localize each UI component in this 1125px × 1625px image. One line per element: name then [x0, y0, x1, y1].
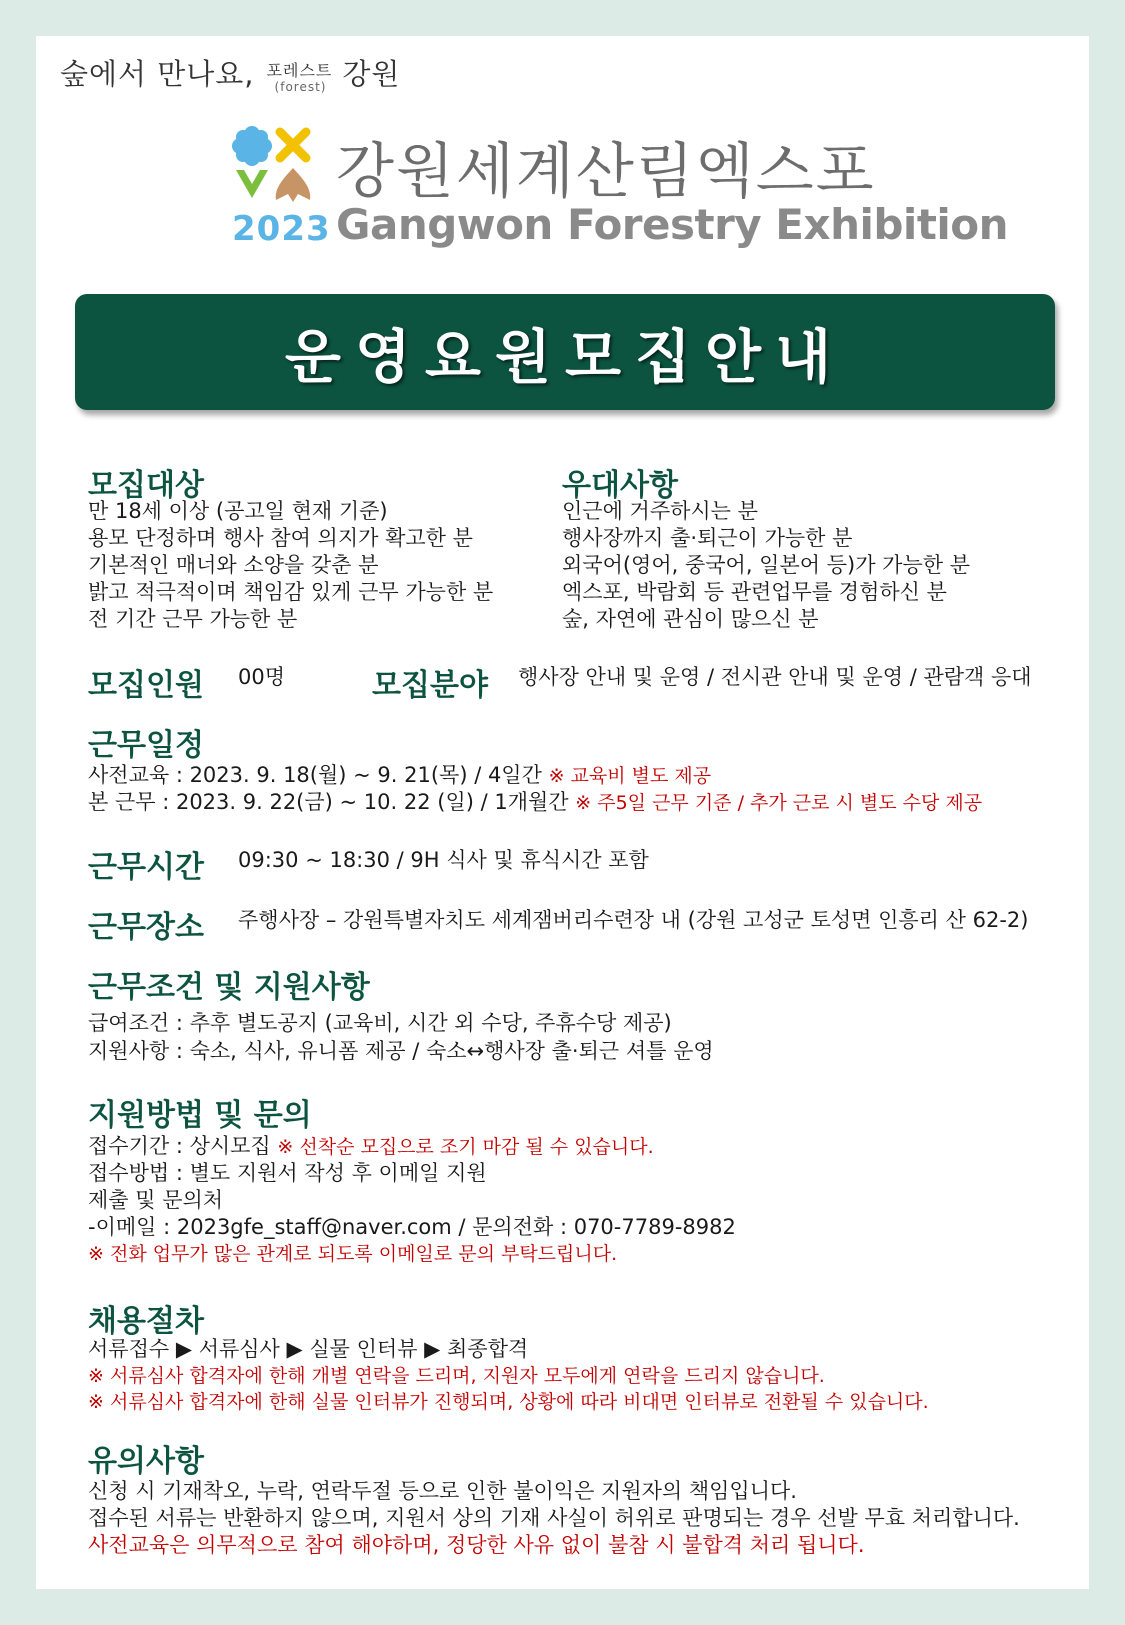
notice-line-1: 신청 시 기재착오, 누락, 연락두절 등으로 인한 불이익은 지원자의 책임입니다. [88, 1479, 797, 1503]
apply-method: 접수방법 : 별도 지원서 작성 후 이메일 지원 [88, 1161, 487, 1185]
schedule-heading: 근무일정 [88, 728, 204, 763]
x-mark-icon [280, 132, 306, 158]
hours-value: 09:30 ~ 18:30 / 9H 식사 및 휴식시간 포함 [238, 848, 649, 872]
hours-heading: 근무시간 [88, 850, 204, 885]
list-item: 전 기간 근무 가능한 분 [88, 607, 298, 631]
headcount-value: 00명 [238, 665, 286, 689]
list-item: 인근에 거주하시는 분 [562, 499, 758, 523]
process-note-1: ※ 서류심사 합격자에 한해 개별 연락을 드리며, 지원자 모두에게 연락을 드리지 않습니다. [88, 1365, 825, 1387]
target-list [88, 498, 493, 633]
process-step: 서류심사 [198, 1337, 280, 1361]
recruitment-banner [75, 294, 1055, 410]
process-step: 실물 인터뷰 [309, 1337, 418, 1361]
arrow-right-icon: ▶ [175, 1337, 192, 1361]
notice-heading: 유의사항 [88, 1444, 204, 1479]
expo-logo [232, 126, 331, 249]
tree-icon [276, 168, 311, 202]
notice-line-3: 사전교육은 의무적으로 참여 해야하며, 정당한 사유 없이 불참 시 불합격 처리 됩니다. [88, 1533, 865, 1557]
tagline-forest: 포레스트 (forest) [266, 61, 333, 94]
tagline-text: 숲에서 만나요, [60, 57, 255, 91]
location-heading: 근무장소 [88, 910, 204, 945]
apply-contact-label: 제출 및 문의처 [88, 1188, 224, 1212]
conditions-pay: 급여조건 : 추후 별도공지 (교육비, 시간 외 수당, 주휴수당 제공) [88, 1011, 672, 1035]
tagline-region: 강원 [342, 57, 401, 91]
process-steps [88, 1336, 528, 1363]
schedule-main-note: ※ 주5일 근무 기준 / 추가 근로 시 별도 수당 제공 [575, 792, 983, 814]
leaf-v-icon [236, 170, 268, 198]
arrow-right-icon: ▶ [424, 1337, 441, 1361]
schedule-training-note: ※ 교육비 별도 제공 [548, 765, 712, 787]
process-heading: 채용절차 [88, 1304, 204, 1339]
apply-contact-info: -이메일 : 2023gfe_staff@naver.com / 문의전화 : 070-7789-8982 [88, 1215, 736, 1239]
process-note-2: ※ 서류심사 합격자에 한해 실물 인터뷰가 진행되며, 상황에 따라 비대면 인터뷰로 전환될 수 있습니다. [88, 1391, 929, 1413]
schedule-training: 사전교육 : 2023. 9. 18(월) ~ 9. 21(목) / 4일간 [88, 763, 542, 787]
schedule-main: 본 근무 : 2023. 9. 22(금) ~ 10. 22 (일) / 1개월간 [88, 790, 569, 814]
conditions-heading: 근무조건 및 지원사항 [88, 970, 370, 1005]
field-value: 행사장 안내 및 운영 / 전시관 안내 및 운영 / 관람객 응대 [518, 665, 1032, 689]
apply-note: ※ 전화 업무가 많은 관계로 되도록 이메일로 문의 부탁드립니다. [88, 1243, 618, 1265]
list-item: 엑스포, 박람회 등 관련업무를 경험하신 분 [562, 580, 947, 604]
apply-period-text: 접수기간 : 상시모집 [88, 1134, 271, 1158]
apply-heading: 지원방법 및 문의 [88, 1098, 312, 1133]
arrow-right-icon: ▶ [286, 1337, 303, 1361]
tagline-forest-en: (forest) [274, 80, 327, 94]
expo-title-korean: 강원세계산림엑스포 [336, 137, 876, 207]
preference-heading: 우대사항 [562, 468, 678, 503]
schedule-line-1 [88, 762, 711, 790]
expo-title-english: Gangwon Forestry Exhibition [336, 200, 1009, 249]
list-item: 만 18세 이상 (공고일 현재 기준) [88, 499, 388, 523]
list-item: 외국어(영어, 중국어, 일본어 등)가 가능한 분 [562, 553, 970, 577]
schedule-line-2 [88, 789, 982, 817]
list-item: 밝고 적극적이며 책임감 있게 근무 가능한 분 [88, 580, 494, 604]
headcount-heading: 모집인원 [88, 668, 204, 703]
tagline [60, 52, 400, 93]
field-heading: 모집분야 [372, 668, 488, 703]
list-item: 행사장까지 출·퇴근이 가능한 분 [562, 526, 853, 550]
list-item: 기본적인 매너와 소양을 갖춘 분 [88, 553, 379, 577]
apply-period-note: ※ 선착순 모집으로 조기 마감 될 수 있습니다. [277, 1136, 654, 1158]
conditions-support: 지원사항 : 숙소, 식사, 유니폼 제공 / 숙소↔행사장 출·퇴근 셔틀 운영 [88, 1039, 714, 1063]
preference-list [562, 498, 970, 633]
apply-period [88, 1133, 654, 1161]
banner-title: 운영요원모집안내 [284, 323, 846, 391]
notice-line-2: 접수된 서류는 반환하지 않으며, 지원서 상의 기재 사실이 허위로 판명되는 경우 선발 무효 처리합니다. [88, 1506, 1020, 1530]
location-value: 주행사장 – 강원특별자치도 세계잼버리수련장 내 (강원 고성군 토성면 인흥리 산 62-2) [238, 908, 1029, 932]
logo-year: 2023 [232, 209, 331, 249]
process-step: 최종합격 [447, 1337, 529, 1361]
list-item: 숲, 자연에 관심이 많으신 분 [562, 607, 819, 631]
flower-icon [232, 126, 272, 166]
target-heading: 모집대상 [88, 468, 204, 503]
process-step: 서류접수 [88, 1337, 170, 1361]
list-item: 용모 단정하며 행사 참여 의지가 확고한 분 [88, 526, 473, 550]
